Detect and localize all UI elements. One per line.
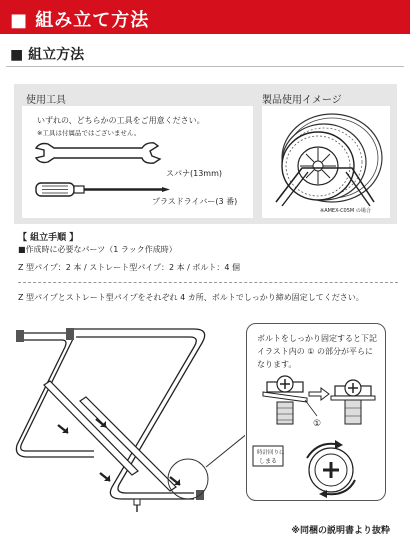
detail-text-2: イラスト内の ① の部分が平らに (257, 347, 374, 356)
badge-line2: しまる (259, 458, 278, 465)
driver-label: プラスドライバー(3 番) (152, 197, 238, 206)
parts-heading: ■作成時に必要なパーツ（1 ラック作成時） (18, 245, 177, 254)
arrow-right-icon (309, 388, 329, 400)
image-title: 製品使用イメージ (262, 95, 342, 106)
page-title: ■ 組み立て方法 (10, 10, 150, 31)
detail-text-1: ボルトをしっかり固定すると下記 (257, 334, 377, 343)
image-caption: ※AMEX-C05M の場合 (320, 208, 371, 214)
pipe-cap (66, 328, 74, 340)
pipe-cap (16, 330, 24, 342)
detail-text-3: なります。 (257, 360, 297, 369)
rotate-arrow-icon (335, 440, 343, 449)
section-title: ■ 組立方法 (10, 47, 85, 63)
tools-note: ※工具は付属品ではございません。 (37, 129, 141, 137)
page-header (0, 0, 410, 34)
dashed-divider (18, 282, 398, 283)
tools-box (22, 106, 253, 218)
bolt-comparison-illustration (247, 372, 385, 498)
spanner-label: スパナ(13mm) (166, 169, 223, 178)
bolt-icon (134, 499, 140, 512)
tools-title: 使用工具 (26, 95, 66, 106)
divider (6, 66, 404, 67)
assembly-instruction: Z 型パイプとストレート型パイプをそれぞれ 4 カ所、ボルトでしっかり締め固定してください。 (18, 293, 364, 302)
procedure-title: 【 組立手順 】 (18, 233, 79, 243)
marker-label: ① (313, 419, 322, 429)
rack-assembly-diagram (10, 315, 245, 515)
parts-list: Z 型パイプ：2 本 / ストレート型パイプ：2 本 / ボルト：4 個 (18, 263, 241, 272)
bolt-detail-callout (246, 323, 386, 501)
tire-rack-illustration (262, 106, 390, 218)
product-image (262, 106, 390, 218)
tools-instruction: いずれの、どちらかの工具をご用意ください。 (37, 116, 205, 125)
footer-note: ※同梱の説明書より抜粋 (291, 526, 390, 536)
badge-line1: 時計回りに (257, 450, 285, 456)
spanner-icon (32, 138, 162, 168)
